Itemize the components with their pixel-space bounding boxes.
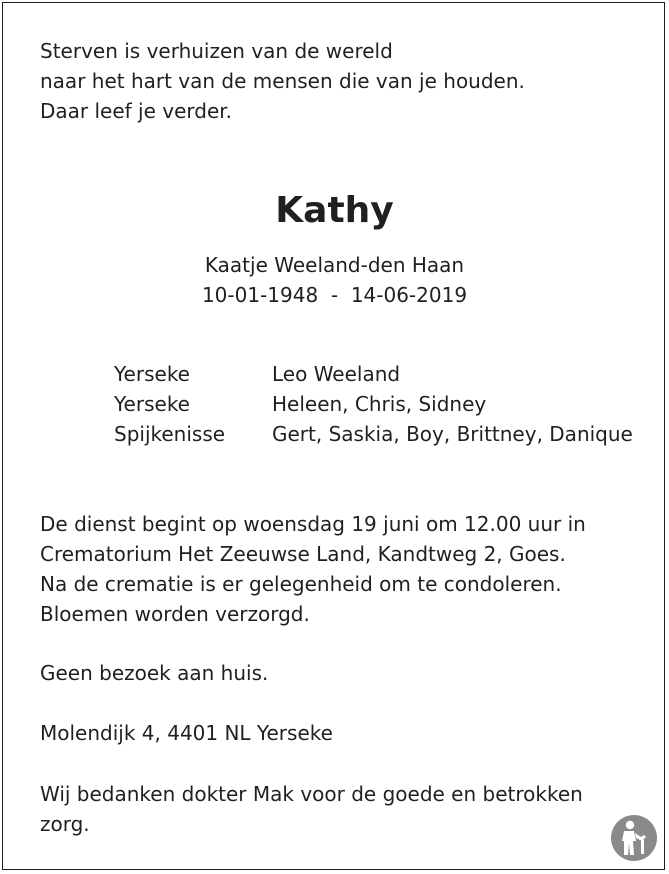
verse-line-1: Sterven is verhuizen van de wereld — [40, 39, 393, 63]
visit-note — [40, 658, 268, 688]
deceased-full-name: Kaatje Weeland-den Haan — [204, 253, 465, 277]
mourner-place: Yerseke — [114, 362, 190, 386]
service-line-3: Na de crematie is er gelegenheid om te condoleren. — [40, 572, 562, 596]
home-address — [40, 718, 333, 748]
service-line-4: Bloemen worden verzorgd. — [40, 602, 310, 626]
service-line-1: De dienst begint op woensdag 19 juni om 12.00 uur in — [40, 512, 586, 536]
mourner-place: Yerseke — [114, 392, 190, 416]
thanks-note — [40, 779, 583, 839]
thanks-line-2: zorg. — [40, 812, 90, 836]
verse-line-3: Daar leef je verder. — [40, 99, 233, 123]
life-dates: 10-01-1948 - 14-06-2019 — [201, 283, 468, 307]
verse-line-2: naar het hart van de mensen die van je houden. — [40, 69, 525, 93]
mourner-row — [114, 359, 633, 389]
verse — [40, 36, 525, 126]
service-details — [40, 509, 586, 629]
mourner-names: Leo Weeland — [272, 362, 401, 386]
mourner-row — [114, 389, 633, 419]
mourners-list — [114, 359, 633, 449]
home-address-text: Molendijk 4, 4401 NL Yerseke — [40, 721, 333, 745]
caregiver-emblem-icon — [611, 815, 657, 861]
mourner-place: Spijkenisse — [114, 422, 226, 446]
mourner-names: Gert, Saskia, Boy, Brittney, Danique — [272, 422, 633, 446]
thanks-line-1: Wij bedanken dokter Mak voor de goede en betrokken — [40, 782, 583, 806]
mourner-names: Heleen, Chris, Sidney — [272, 392, 487, 416]
deceased-name: Kathy — [275, 190, 394, 231]
service-line-2: Crematorium Het Zeeuwse Land, Kandtweg 2, Goes. — [40, 542, 566, 566]
visit-note-text: Geen bezoek aan huis. — [40, 661, 269, 685]
mourner-row — [114, 419, 633, 449]
